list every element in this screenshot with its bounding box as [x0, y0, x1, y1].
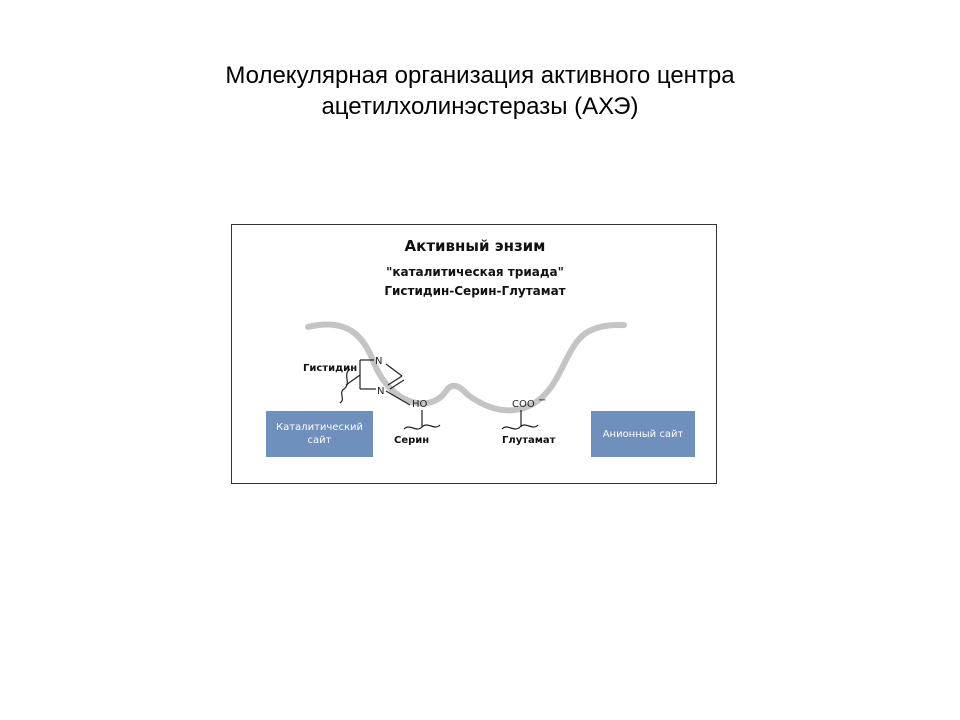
glutamate-charge: − [538, 395, 547, 406]
serine-label: Серин [394, 435, 430, 446]
active-site-figure [231, 224, 717, 484]
anionic-site-box [591, 411, 695, 457]
figure-heading: Активный энзим [404, 237, 546, 255]
histidine-side-chain [346, 375, 360, 385]
slide-title [0, 60, 960, 122]
histidine-backbone-wavy [340, 369, 350, 403]
glutamate-coo: COO [512, 399, 535, 410]
anionic-site-label: Анионный сайт [602, 428, 684, 440]
histidine-label: Гистидин [303, 363, 358, 374]
glutamate-label: Глутамат [502, 435, 556, 446]
slide-title-line-1: Молекулярная организация активного центра [225, 62, 735, 89]
catalytic-site-label-1: Каталитический [276, 422, 363, 433]
figure-triad-label: Гистидин-Серин-Глутамат [384, 284, 566, 298]
figure-subheading: "каталитическая триада" [386, 265, 564, 279]
histidine-n-top: N [375, 356, 383, 367]
slide-title-line-2: ацетилхолинэстеразы (АХЭ) [321, 93, 639, 120]
histidine-n-bottom: N [377, 386, 385, 397]
catalytic-site-box [266, 411, 373, 457]
glutamate-backbone-wavy [502, 425, 538, 429]
serine-ho: HO [412, 399, 428, 410]
catalytic-site-label-2: сайт [307, 435, 332, 446]
